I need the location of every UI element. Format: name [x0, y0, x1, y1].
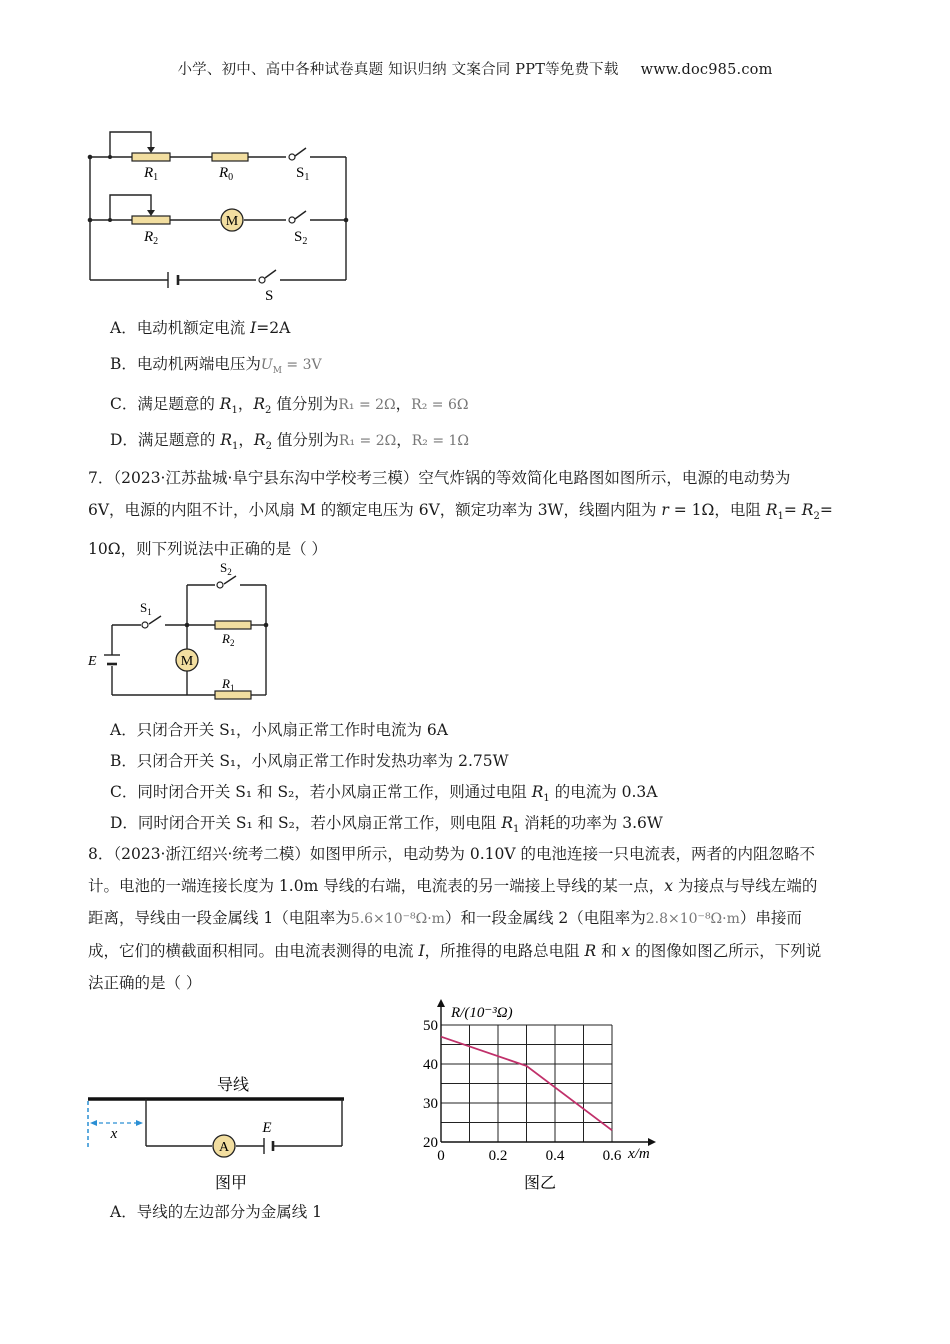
svg-text:R0 — [218, 165, 233, 183]
r0-sub: 0 — [228, 172, 234, 183]
x-axis-label: x/m — [628, 1146, 650, 1162]
emf-label: E — [88, 654, 97, 669]
resistor-r1 — [132, 153, 170, 161]
figure-a-wire-circuit — [84, 1035, 354, 1195]
svg-text:S1 — [296, 165, 309, 183]
x-tick-label: 0 — [437, 1148, 445, 1164]
q7-option-a[interactable]: A．只闭合开关 S₁，小风扇正常工作时电流为 6A — [110, 721, 448, 739]
q8-stem: 8．（2023·浙江绍兴·统考二模）如图甲所示，电动势为 0.10V 的电池连接一只电流表，两者的内阻忽略不 计。电池的一端连接长度为 1.0m 导线的右端，电流表的另一端接上导线的某一点，x 为接点与导线左端的 距离，导线由一段金属线 1（电阻率为5.6×10⁻⁸Ω·m）和一段金属线 2（电阻率为2.8×10⁻⁸Ω·m）串接而 成，它们的横截面积相同。由电流表测得的电流 I，所推得的电路总电阻 R 和 x 的图像如图乙所示，下列说 法正确的是（ ） — [88, 845, 822, 992]
header-text: 小学、初中、高中各种试卷真题 知识归纳 文案合同 PPT等免费下载 — [177, 62, 619, 78]
r2-sub: 2 — [153, 236, 159, 247]
svg-text:导线: 导线 — [216, 1077, 250, 1094]
circuit-diagram-q6 — [80, 120, 360, 305]
y-tick-label: 30 — [423, 1096, 438, 1112]
svg-text:S2: $S_2$ — [220, 560, 232, 577]
svg-text:x: x — [110, 1126, 118, 1142]
y-tick-label: 20 — [423, 1135, 438, 1151]
r2-label: R — [144, 229, 154, 245]
q8-option-a[interactable]: A．导线的左边部分为金属线 1 — [110, 1203, 322, 1221]
resistor-r0 — [212, 153, 248, 161]
x-tick-label: 0.2 — [488, 1148, 508, 1164]
figure-b-caption: 图乙 — [523, 1175, 557, 1192]
fan-label: M — [180, 654, 194, 669]
q7-option-d[interactable]: D．同时闭合开关 S₁ 和 S₂，若小风扇正常工作，则电阻 $R_1$ 消耗的功率为 3.6W — [110, 814, 663, 836]
figure-b-chart — [410, 995, 670, 1195]
s2-label: S — [294, 229, 303, 245]
header-url[interactable]: www.doc985.com — [640, 62, 773, 78]
page-header — [0, 58, 950, 79]
q7-stem: 7．（2023·江苏盐城·阜宁县东沟中学校考三模）空气炸锅的等效简化电路图如图所示，电源的电动势为 6V，电源的内阻不计，小风扇 M 的额定电压为 6V，额定功率为 3W，线圈内阻为 r = 1Ω，电阻 $R_1= R_2=$ 10Ω，则下列说法中正确的是（ ） — [88, 469, 833, 559]
r0-label: R — [219, 165, 229, 181]
s2-sub: 2 — [302, 236, 308, 247]
q6-option-b[interactable]: B．电动机两端电压为$U_M = 3V$ — [110, 355, 322, 376]
svg-text:R1 — [143, 165, 158, 183]
x-tick-label: 0.6 — [602, 1148, 622, 1164]
s1-sub: 1 — [304, 172, 310, 183]
svg-text:S2 — [294, 229, 307, 247]
s-label: S — [265, 288, 274, 304]
resistor-r2 — [132, 216, 170, 224]
q6-option-a[interactable]: A．电动机额定电流 I=2A — [110, 319, 291, 337]
circuit-diagram-q7 — [82, 558, 282, 703]
y-tick-label: 40 — [423, 1057, 438, 1073]
svg-text:S1: $S_1$ — [140, 600, 152, 617]
x-axis-arrow — [648, 1138, 656, 1146]
svg-text:R2 — [143, 229, 158, 247]
q6-option-d[interactable]: D．满足题意的 $R_1$，$R_2$ 值分别为R₁ = 2Ω，R₂ = 1Ω — [110, 431, 470, 453]
motor-label: M — [225, 214, 239, 229]
y-axis-arrow — [437, 999, 445, 1007]
y-axis-label: R/(10⁻³Ω) — [451, 1005, 513, 1021]
figure-a-caption: 图甲 — [214, 1175, 248, 1192]
r1-sub: 1 — [153, 172, 159, 183]
r1-label: R — [144, 165, 154, 181]
x-tick-label: 0.4 — [545, 1148, 565, 1164]
svg-text:A: A — [218, 1140, 230, 1155]
svg-text:E: E — [262, 1120, 272, 1136]
resistor-r2-q7 — [215, 621, 251, 629]
q7-option-b[interactable]: B．只闭合开关 S₁，小风扇正常工作时发热功率为 2.75W — [110, 752, 509, 770]
svg-text:R1: $R_1$ — [222, 676, 235, 693]
chart-grid — [441, 1025, 612, 1142]
q6-option-c[interactable]: C．满足题意的 $R_1$，$R_2$ 值分别为R₁ = 2Ω，R₂ = 6Ω — [110, 395, 469, 417]
q7-option-c[interactable]: C．同时闭合开关 S₁ 和 S₂，若小风扇正常工作，则通过电阻 $R_1$ 的电流为 0.3A — [110, 783, 658, 805]
s1-label: S — [296, 165, 305, 181]
y-tick-label: 50 — [423, 1018, 438, 1034]
svg-text:R2: $R_2$ — [222, 631, 235, 648]
